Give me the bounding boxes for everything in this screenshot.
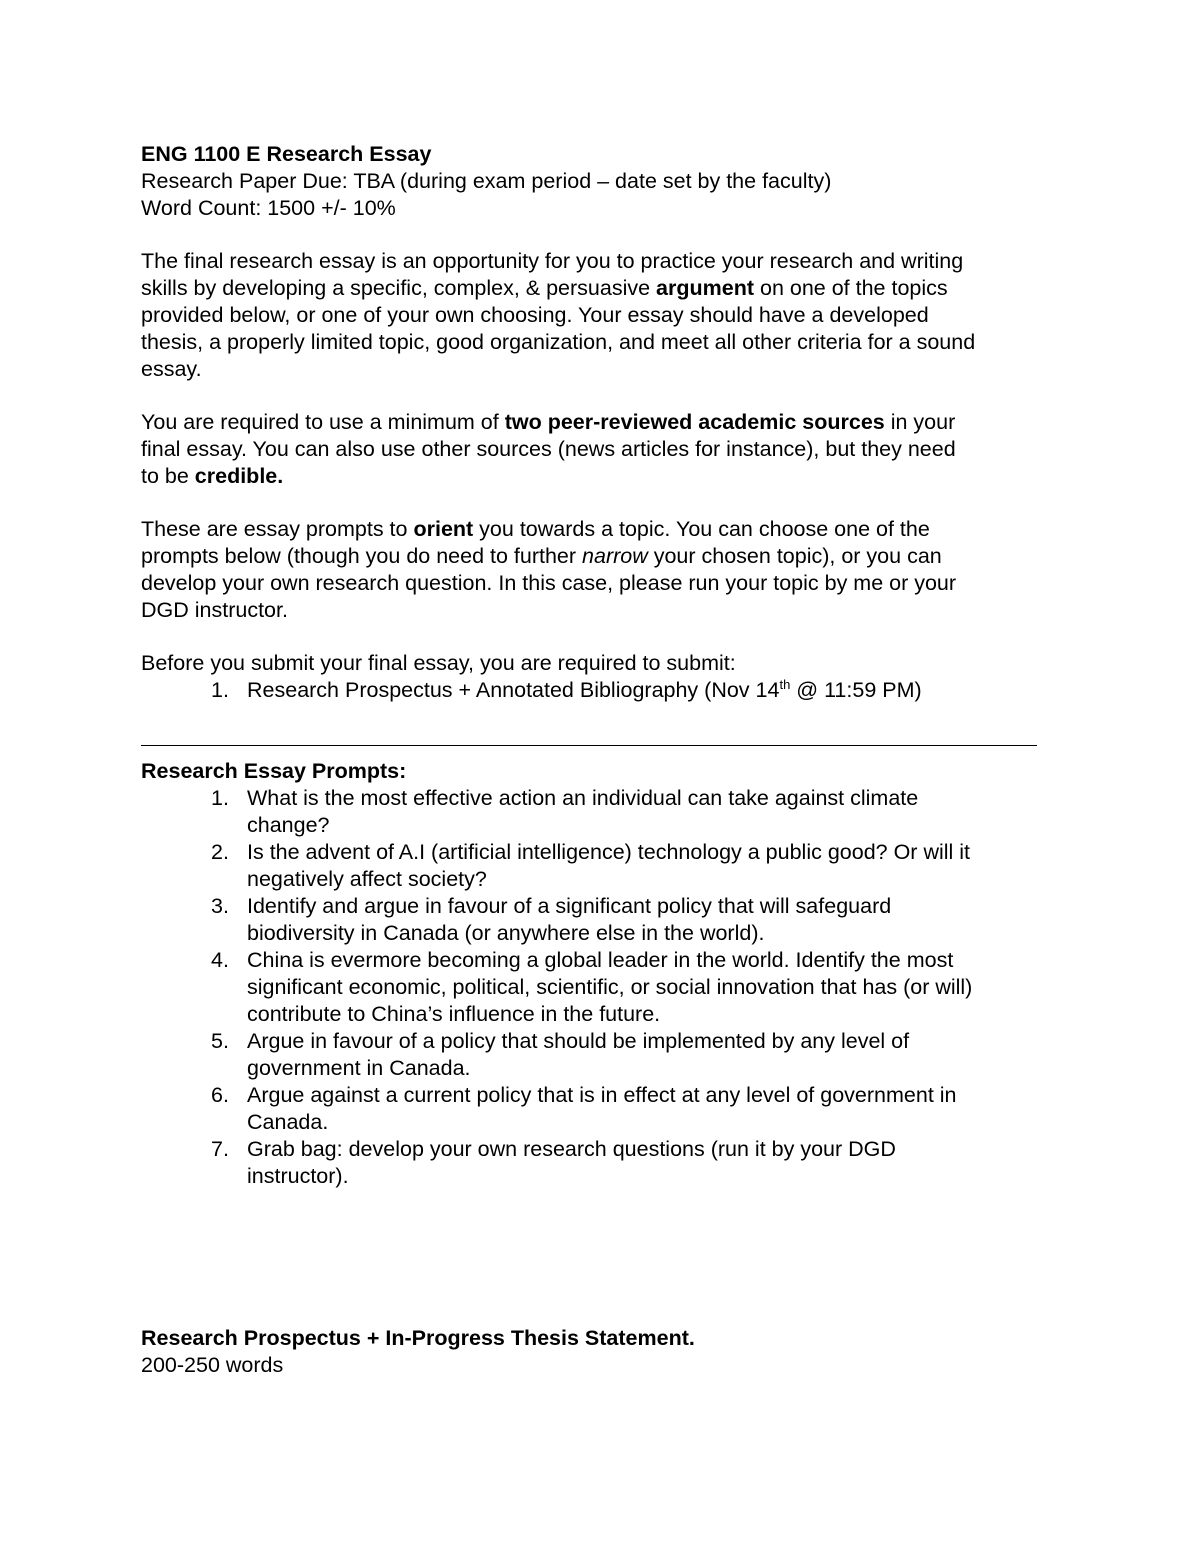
document-title: ENG 1100 E Research Essay: [141, 142, 432, 166]
submit-section: [141, 650, 1061, 704]
text-run: in your: [884, 410, 956, 434]
list-item: [141, 785, 1061, 839]
list-number: 4.: [211, 948, 229, 972]
prospectus-word-count: 200-250 words: [141, 1353, 284, 1377]
list-item: [141, 947, 1061, 1028]
text-run: prompts below (though you do need to further: [141, 544, 583, 568]
prompts-section: [141, 758, 1061, 1190]
list-item-line: contribute to China’s influence in the future.: [247, 1002, 661, 1026]
emphasis-argument: argument: [656, 276, 755, 300]
text-run: These are essay prompts to: [141, 517, 414, 541]
list-item-line: instructor).: [247, 1164, 349, 1188]
list-number: 7.: [211, 1137, 229, 1161]
sources-line: [141, 463, 1061, 490]
text-run: to be: [141, 464, 195, 488]
list-number: 3.: [211, 894, 229, 918]
list-item-line: change?: [247, 813, 330, 837]
intro-line: essay.: [141, 357, 202, 381]
prompts-intro-line: develop your own research question. In this case, please run your topic by me or your: [141, 571, 957, 595]
list-item-line: significant economic, political, scientific, or social innovation that has (or will): [247, 975, 973, 999]
sources-line: final essay. You can also use other sources (news articles for instance), but they need: [141, 437, 956, 461]
prompts-list: [141, 785, 1061, 1190]
emphasis-credible: credible.: [194, 464, 284, 488]
text-run: Research Prospectus + Annotated Bibliography (Nov 14: [247, 678, 780, 702]
list-item-line: Identify and argue in favour of a significant policy that will safeguard: [247, 894, 892, 918]
list-number: 5.: [211, 1029, 229, 1053]
intro-line: thesis, a properly limited topic, good organization, and meet all other criteria for a sound: [141, 330, 976, 354]
list-item-text: [247, 677, 1061, 704]
spacer: [141, 490, 1061, 516]
emphasis-orient: orient: [413, 517, 474, 541]
document-page: [141, 141, 1061, 1379]
word-count-line: Word Count: 1500 +/- 10%: [141, 196, 396, 220]
spacer: [141, 704, 1061, 745]
spacer: [141, 383, 1061, 409]
list-number: 1.: [211, 678, 229, 702]
intro-line: The final research essay is an opportunity for you to practice your research and writing: [141, 249, 964, 273]
text-run: @ 11:59 PM): [790, 678, 922, 702]
spacer: [141, 1190, 1061, 1325]
list-number: 1.: [211, 786, 229, 810]
spacer: [141, 624, 1061, 650]
list-item: [141, 839, 1061, 893]
text-run: You are required to use a minimum of: [141, 410, 505, 434]
text-run: on one of the topics: [754, 276, 948, 300]
prospectus-section: [141, 1325, 1061, 1379]
spacer: [141, 746, 1061, 758]
list-item-line: government in Canada.: [247, 1056, 471, 1080]
list-item-line: biodiversity in Canada (or anywhere else in the world).: [247, 921, 765, 945]
prompts-intro-paragraph: [141, 516, 1061, 624]
list-item: [141, 1028, 1061, 1082]
sources-paragraph: [141, 409, 1061, 490]
list-item-line: negatively affect society?: [247, 867, 487, 891]
list-item-line: Is the advent of A.I (artificial intelligence) technology a public good? Or will it: [247, 840, 971, 864]
list-item-line: What is the most effective action an individual can take against climate: [247, 786, 919, 810]
text-run: your chosen topic), or you can: [647, 544, 942, 568]
spacer: [141, 222, 1061, 248]
prospectus-heading: Research Prospectus + In-Progress Thesis Statement.: [141, 1326, 695, 1350]
list-item: [141, 893, 1061, 947]
submit-list: [141, 677, 1061, 704]
intro-line: provided below, or one of your own choosing. Your essay should have a developed: [141, 303, 929, 327]
list-item-line: China is evermore becoming a global leader in the world. Identify the most: [247, 948, 954, 972]
text-run: you towards a topic. You can choose one of the: [473, 517, 930, 541]
list-item: [141, 1082, 1061, 1136]
intro-line: [141, 275, 1061, 302]
submit-intro: Before you submit your final essay, you are required to submit:: [141, 651, 736, 675]
list-item-line: Canada.: [247, 1110, 329, 1134]
list-item: [141, 677, 1061, 704]
list-item: [141, 1136, 1061, 1190]
prompts-intro-line: DGD instructor.: [141, 598, 288, 622]
emphasis-narrow: narrow: [582, 544, 648, 568]
prompts-intro-line: [141, 543, 1061, 570]
sources-line: [141, 409, 1061, 436]
superscript: th: [779, 676, 791, 692]
emphasis-sources: two peer-reviewed academic sources: [504, 410, 885, 434]
list-number: 6.: [211, 1083, 229, 1107]
list-item-line: Argue in favour of a policy that should be implemented by any level of: [247, 1029, 910, 1053]
due-date-line: Research Paper Due: TBA (during exam period – date set by the faculty): [141, 169, 832, 193]
text-run: skills by developing a specific, complex, & persuasive: [141, 276, 657, 300]
prompts-heading: Research Essay Prompts:: [141, 759, 407, 783]
list-item-line: Grab bag: develop your own research questions (run it by your DGD: [247, 1137, 896, 1161]
list-item-line: Argue against a current policy that is in effect at any level of government in: [247, 1083, 957, 1107]
prompts-intro-line: [141, 516, 1061, 543]
intro-paragraph: [141, 248, 1061, 383]
list-number: 2.: [211, 840, 229, 864]
